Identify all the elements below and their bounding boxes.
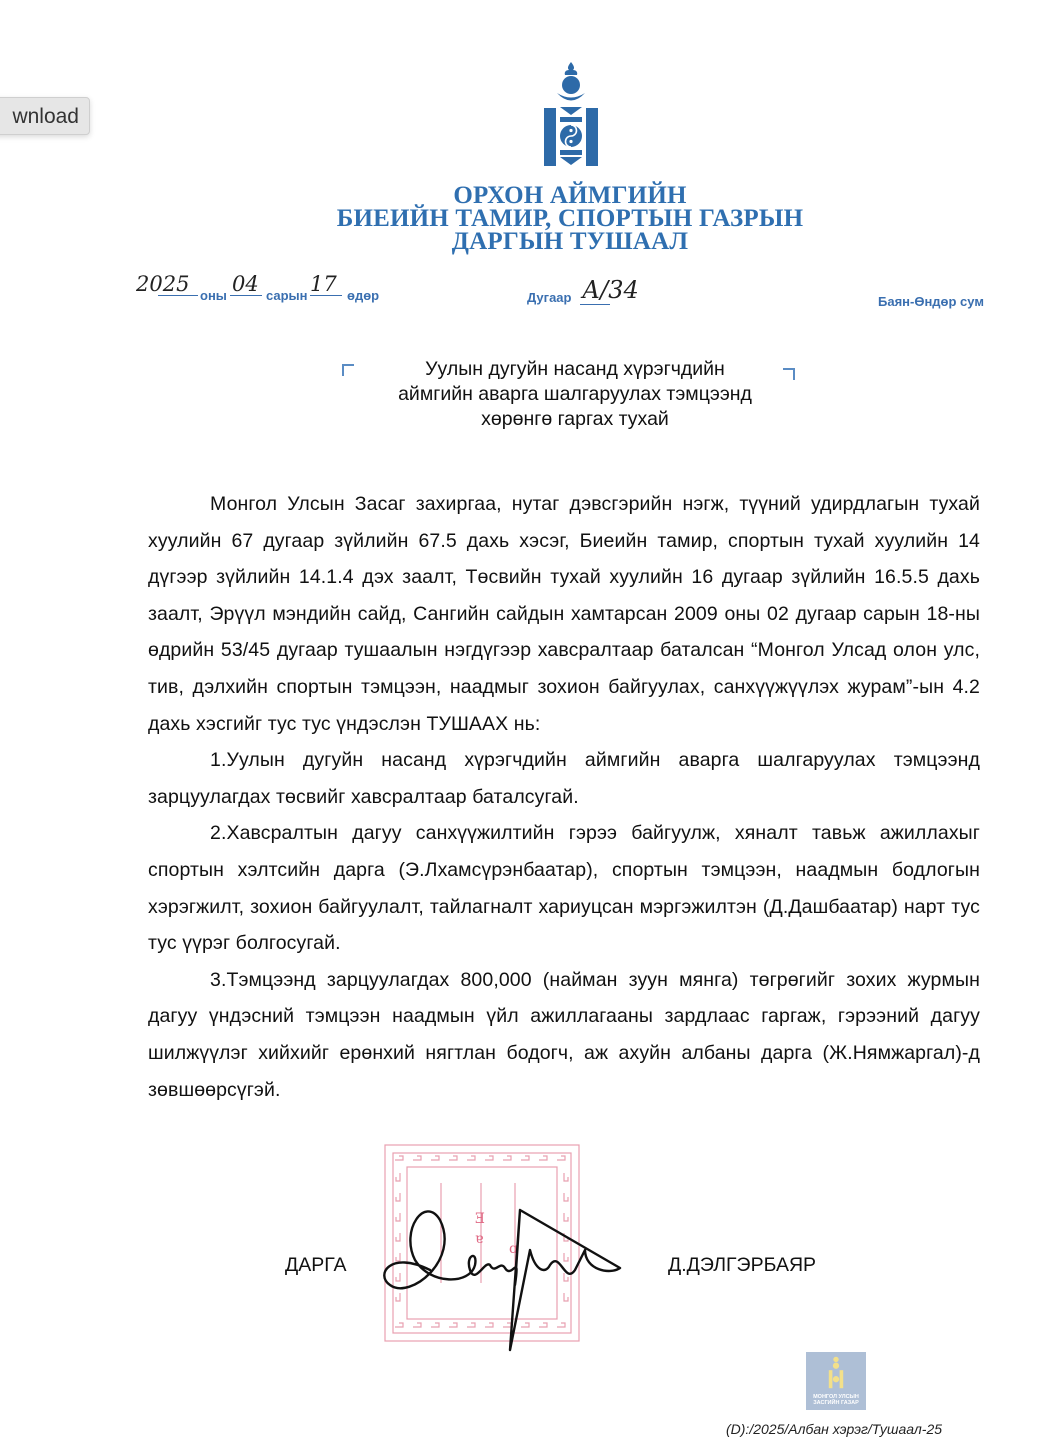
file-path-footer: (D):/2025/Албан хэрэг/Тушаал-25 [726,1421,943,1437]
year-handwritten: 2025 [136,272,190,296]
svg-text:Ǝ: Ǝ [475,1211,486,1227]
signature-scribble [370,1190,630,1355]
day-underline [310,294,342,296]
gov-logo-text: МОНГОЛ УЛСЫН [813,1394,859,1400]
order-item-3: 3.Тэмцээнд зарцуулагдах 800,000 (найман зуун мянга) төгрөгийг зохих журмын дагуу үндэсний тэмцээн наадмын үйл ажиллагааны зардлаас гаргаж, гэрээний дагуу шилжүүлэг хийхийг ерөнхий нягтлан бодогч, аж ахуйн албаны дарга (Ж.Нямжаргал)-д зөвшөөрсүгэй. [148,968,980,1101]
soyombo-emblem-icon [540,60,602,170]
gov-logo-text: ЗАСГИЙН ГАЗАР [813,1400,859,1406]
place-label: Баян-Өндөр сум [878,294,984,309]
document-header [300,184,840,253]
signer-name: Д.ДЭЛГЭРБАЯР [668,1254,817,1276]
document-body [148,486,980,1108]
soyombo-emblem-icon [806,1354,866,1390]
signer-title: ДАРГА [285,1254,347,1276]
number-label: Дугаар [527,290,572,305]
day-handwritten: 17 [310,272,337,296]
download-button[interactable]: wnload [0,97,90,135]
svg-text:ɐ: ɐ [475,1231,484,1247]
document-subject [340,357,810,432]
document-meta [0,270,1054,310]
order-item-2: 2.Хавсралтын дагуу санхүүжилтийн гэрээ байгуулж, хяналт тавьж ажиллахыг спортын хэлтсийн дарга (Э.Лхамсүрэнбаатар), спортын тэмцээн, наадмын бодлогын хэрэгжилт, зохион байгуулалт, тайлагналт хариуцсан мэргэжилтэн (Д.Дашбаатар) нарт тус тус үүрэг болгосугай. [148,822,980,955]
month-underline [230,294,262,296]
number-handwritten: А/34 [582,276,639,304]
order-item-1: 1.Уулын дугуйн насанд хүрэгчдийн аймгийн аварга шалгаруулах тэмцээнд зарцуулагдах төсвийг хавсралтаар баталсугай. [148,749,980,808]
month-label: сарын [266,288,308,303]
header-line-doc-type: ДАРГЫН ТУШААЛ [451,228,689,255]
subject-line: хөрөнгө гаргах тухай [481,408,669,430]
year-underline [158,294,198,296]
day-label: өдөр [347,288,380,303]
svg-text:ɑ: ɑ [509,1241,518,1257]
subject-line: Уулын дугуйн насанд хүрэгчдийн [425,358,725,380]
month-handwritten: 04 [232,272,259,296]
subject-line: аймгийн аварга шалгаруулах тэмцээнд [398,383,752,405]
year-label: оны [200,288,227,303]
government-logo [806,1352,866,1410]
header-line-dept: БИЕИЙН ТАМИР, СПОРТЫН ГАЗРЫН [336,205,804,232]
header-line-org: ОРХОН АЙМГИЙН [453,182,687,209]
preamble-paragraph: Монгол Улсын Засаг захиргаа, нутаг дэвсгэрийн нэгж, түүний удирдлагын тухай хуулийн 67 дугаар зүйлийн 67.5 дахь хэсэг, Биеийн тамир, спортын тухай хуулийн 14 дүгээр зүйлийн 14.1.4 дэх заалт, Төсвийн тухай хуулийн 16 дугаар зүйлийн 16.5.5 дахь заалт, Эрүүл мэндийн сайд, Сангийн сайдын хамтарсан 2009 оны 02 дугаар сарын 18-ны өдрийн 53/45 дугаар тушаалын нэгдүгээр хавсралтаар баталсан “Монгол Улсад олон улс, тив, дэлхийн спортын тэмцээн, наадмыг зохион байгуулах, санхүүжүүлэх журам”-ын 4.2 дахь хэсгийг тус тус үндэслэн ТУШААХ нь: [148,493,980,735]
